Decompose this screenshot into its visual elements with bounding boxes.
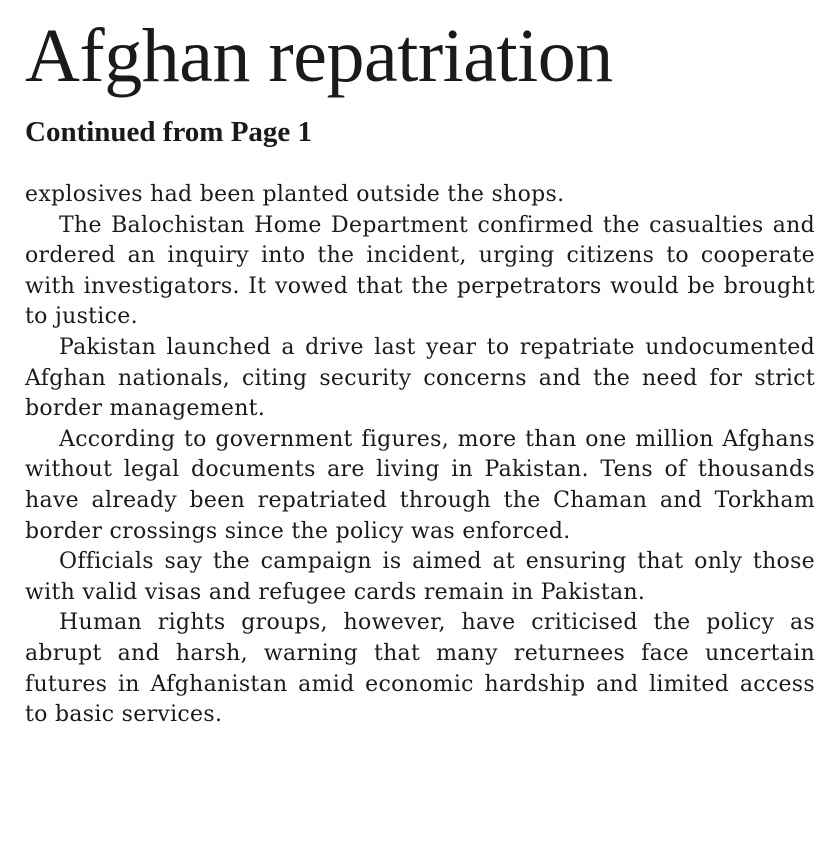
paragraph-officials: Officials say the campaign is aimed at ensuring that only those with valid visas and refugee cards remain in Pakistan. — [25, 549, 815, 605]
continuation-kicker: Continued from Page 1 — [25, 116, 313, 148]
article-body — [25, 180, 815, 731]
paragraph-continued: explosives had been planted outside the shops. — [25, 182, 565, 207]
paragraph-home-department: The Balochistan Home Department confirmed the casualties and ordered an inquiry into the incident, urging citizens to cooperate with investigators. It vowed that the perpetrators would be brought to justice. — [25, 212, 815, 330]
news-article — [25, 0, 815, 731]
paragraph-government-figures: According to government figures, more than one million Afghans without legal documents are living in Pakistan. Tens of thousands have already been repatriated through the Chaman and Torkham border crossings since the policy was enforced. — [25, 426, 815, 544]
paragraph-repatriation-drive: Pakistan launched a drive last year to repatriate undocumented Afghan nationals, citing security concerns and the need for strict border management. — [25, 334, 815, 422]
paragraph-human-rights: Human rights groups, however, have criticised the policy as abrupt and harsh, warning that many returnees face uncertain futures in Afghanistan amid economic hardship and limited access to basic services. — [25, 610, 815, 728]
headline: Afghan repatriation — [25, 14, 613, 98]
